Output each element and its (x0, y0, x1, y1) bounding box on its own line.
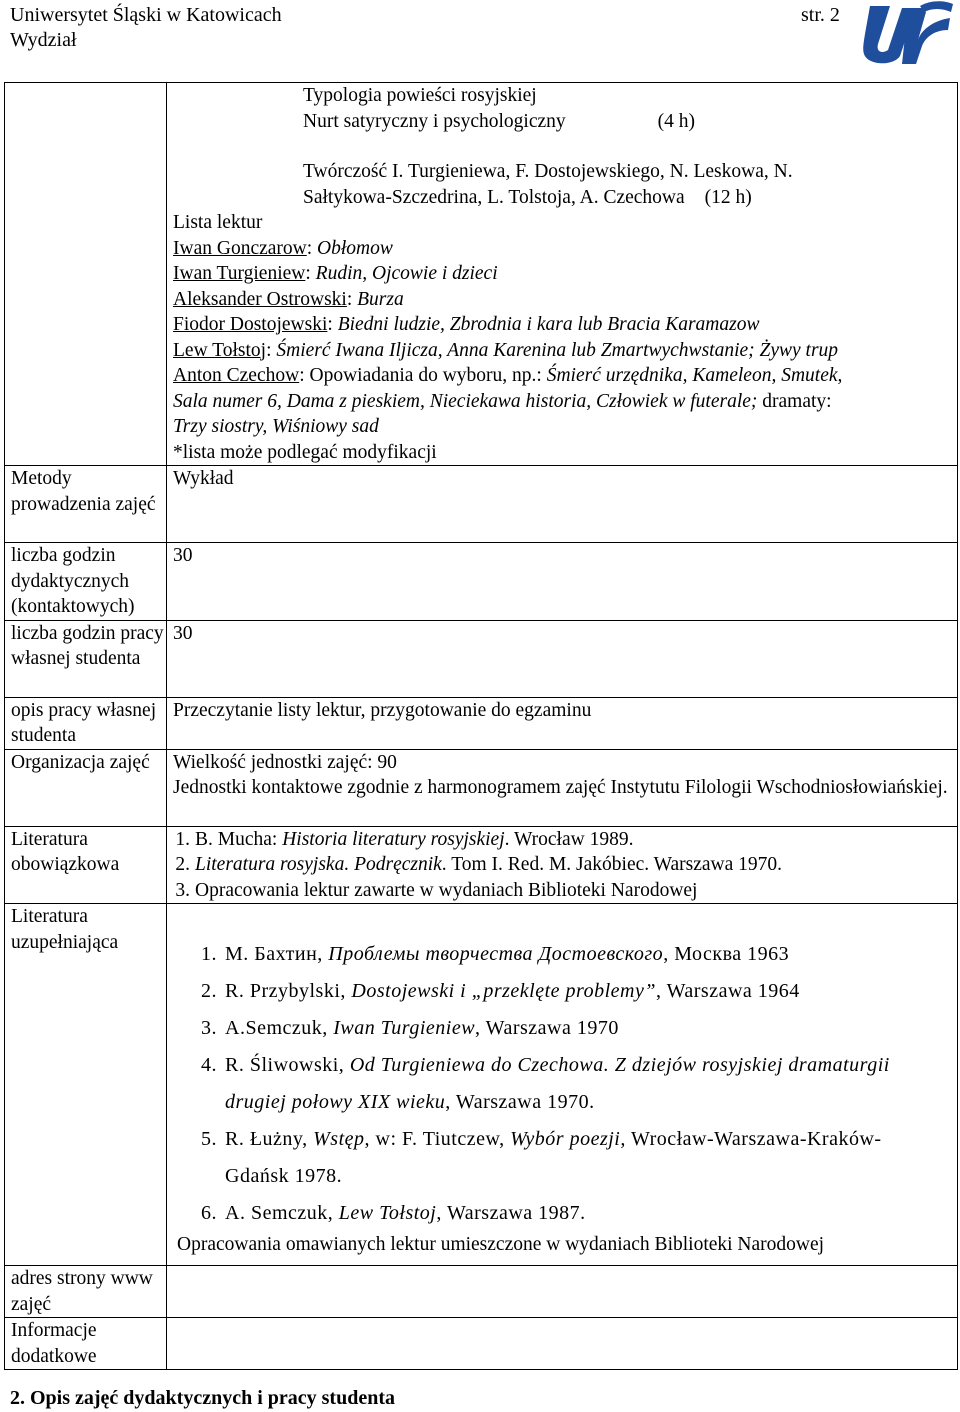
supplementary-note: Opracowania omawianych lektur umieszczone w wydaniach Biblioteki Narodowej (177, 1234, 825, 1255)
own-hours-value: 30 (167, 620, 958, 697)
faculty-name: Wydział (10, 29, 77, 51)
reading-item-chekhov-cont: Sala numer 6, Dama z pieskiem, Nieciekawa historia, Człowiek w futerale; dramaty: (173, 390, 832, 412)
page-number: str. 2 (801, 4, 840, 26)
content-cell (167, 83, 958, 466)
topic-typology: Typologia powieści rosyjskiej (303, 85, 537, 106)
reading-item: Iwan Turgieniew: Rudin, Ojcowie i dzieci (173, 263, 498, 284)
list-item: 4. R. Śliwowski, Od Turgieniewa do Czechowa. Z dziejów rosyjskiej dramaturgii drugiej połowy XIX wieku, Warszawa 1970. (201, 1054, 890, 1113)
table-row (5, 1266, 958, 1318)
additional-info-value (167, 1318, 958, 1370)
list-item: 1. B. Mucha: Historia literatury rosyjskiej. Wrocław 1989. (175, 828, 634, 850)
additional-info-label: Informacje dodatkowe (5, 1318, 167, 1370)
topic-authors-line2: Sałtykowa-Szczedrina, L. Tolstoja, A. Czechowa (12 h) (303, 186, 752, 208)
contact-hours-value: 30 (167, 543, 958, 621)
list-item: 2.R. Przybylski, Dostojewski i „przeklęte problemy”, Warszawa 1964 (201, 980, 800, 1002)
reading-item-chekhov-dramas: Trzy siostry, Wiśniowy sad (173, 416, 379, 437)
list-item: 5. R. Łużny, Wstęp, w: F. Tiutczew, Wybór poezji, Wrocław-Warszawa-Kraków-Gdańsk 1978. (201, 1128, 882, 1187)
own-work-value: Przeczytanie listy lektur, przygotowanie do egzaminu (167, 697, 958, 749)
university-logo-icon (856, 0, 954, 66)
reading-list-title: Lista lektur (173, 212, 263, 233)
list-item: 1. М. Бахтин, Проблемы творчества Достоевского, Москва 1963 (201, 943, 790, 965)
supplementary-literature-label: Literatura uzupełniająca (5, 904, 167, 1266)
methods-value: Wykład (167, 466, 958, 543)
document-header (10, 3, 282, 53)
table-row (5, 83, 958, 466)
web-address-value (167, 1266, 958, 1318)
table-row (5, 697, 958, 749)
table-row (5, 543, 958, 621)
reading-item-chekhov: Anton Czechow: Opowiadania do wyboru, np.: Śmierć urzędnika, Kameleon, Smutek, (173, 365, 843, 386)
organization-label: Organizacja zajęć (5, 749, 167, 826)
university-name: Uniwersytet Śląski w Katowicach (10, 4, 282, 26)
reading-item: Fiodor Dostojewski: Biedni ludzie, Zbrodnia i kara lub Bracia Karamazow (173, 314, 760, 335)
methods-label: Metody prowadzenia zajęć (5, 466, 167, 543)
reading-item: Aleksander Ostrowski: Burza (173, 288, 404, 310)
section-title: 2. Opis zajęć dydaktycznych i pracy studenta (10, 1387, 395, 1409)
topic-satirical: Nurt satyryczny i psychologiczny (4 h) (303, 110, 696, 132)
course-description-table (4, 82, 958, 1370)
table-row (5, 826, 958, 904)
list-item: 3.A.Semczuk, Iwan Turgieniew, Warszawa 1970 (201, 1017, 619, 1039)
required-literature-list (167, 826, 958, 904)
own-work-label: opis pracy własnej studenta (5, 697, 167, 749)
web-address-label: adres strony www zajęć (5, 1266, 167, 1318)
list-item: 3. Opracowania lektur zawarte w wydaniach Biblioteki Narodowej (175, 879, 698, 901)
supplementary-literature-list (167, 904, 958, 1266)
list-item: 2. Literatura rosyjska. Podręcznik. Tom I. Red. M. Jakóbiec. Warszawa 1970. (175, 854, 783, 875)
reading-item: Iwan Gonczarow: Obłomow (173, 237, 393, 259)
own-hours-label: liczba godzin pracy własnej studenta (5, 620, 167, 697)
table-row (5, 904, 958, 1266)
contact-hours-label: liczba godzin dydaktycznych (kontaktowych) (5, 543, 167, 621)
organization-value: Wielkość jednostki zajęć: 90 Jednostki kontaktowe zgodnie z harmonogramem zajęć Instytutu Filologii Wschodniosłowiańskiej. (167, 749, 958, 826)
empty-label-cell (5, 83, 167, 466)
table-row (5, 466, 958, 543)
list-item: 6. A. Semczuk, Lew Tołstoj, Warszawa 1987. (201, 1202, 586, 1224)
table-row (5, 749, 958, 826)
table-row (5, 620, 958, 697)
topic-authors-line1: Twórczość I. Turgieniewa, F. Dostojewskiego, N. Leskowa, N. (303, 161, 793, 182)
table-row (5, 1318, 958, 1370)
reading-list-note: *lista może podlegać modyfikacji (173, 441, 437, 463)
reading-item: Lew Tołstoj: Śmierć Iwana Iljicza, Anna Karenina lub Zmartwychwstanie; Żywy trup (173, 339, 839, 361)
required-literature-label: Literatura obowiązkowa (5, 826, 167, 904)
